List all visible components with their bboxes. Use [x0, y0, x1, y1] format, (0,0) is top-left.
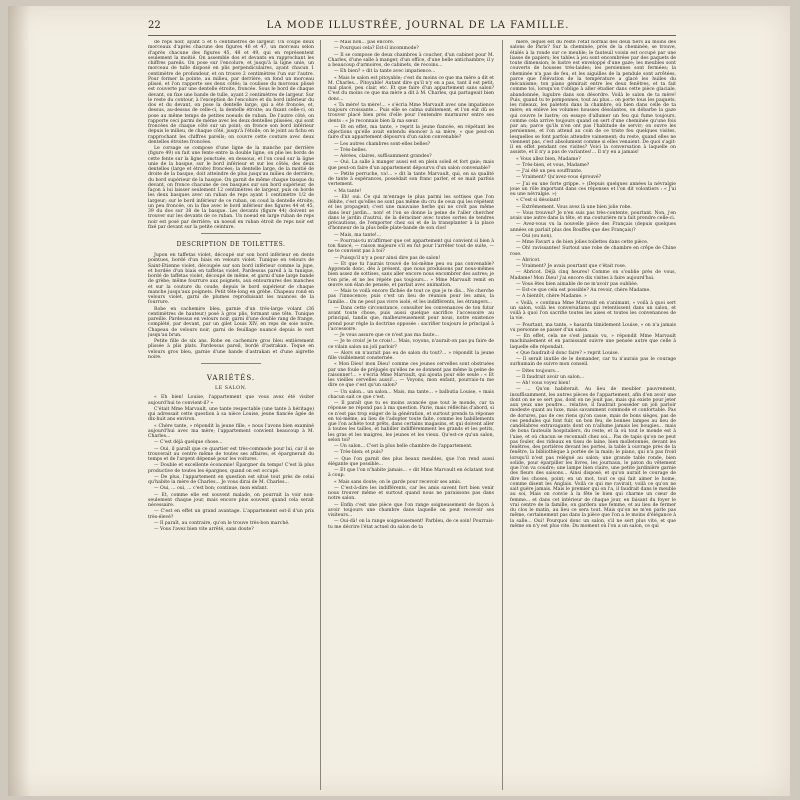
- paragraph: — Avez-vous vu la nouvelle pièce des Français (depuis quelques années on parlait plus des Bouffes que des Français)?: [510, 222, 676, 233]
- column-separator: [320, 40, 321, 790]
- paragraph: — Mme Favart a de bien jolies toilettes dans cette pièce.: [516, 240, 649, 245]
- paragraph: — C'est en effet un grand avantage. L'appartement est-il d'un prix très-élevé?: [148, 509, 314, 520]
- section-heading-toilettes: DESCRIPTION DE TOILETTES.: [176, 241, 286, 248]
- paragraph: — Il faudrait avoir un salon...: [516, 374, 585, 380]
- paragraph: — De plus, l'appartement en question est situé tout près de celui qu'habite la mère de Charles... Je vous dirai de M. Charles...: [148, 474, 314, 485]
- paragraph: — Et que l'on n'habite jamais... » dit Mme Marvault en éclatant tout à coup.: [328, 468, 494, 479]
- paragraph: Petite fille de six ans. Robe en cachemire gros bleu entièrement plissée à plis plats. Pardessus pareil, bordé d'astrakan. Toque en velours gros bleu, garnie d'une bande d'astrakan et d'une aigrette noire.: [148, 339, 314, 360]
- paragraph: — Aérées, claires, suffisamment grandes?: [334, 154, 432, 159]
- paragraph: « Mais sans doute; on le garde pour recevoir ses amis.: [334, 479, 462, 485]
- paragraph: — J'ai été un peu souffrante.: [516, 169, 583, 174]
- subheading-salon: LE SALON.: [215, 386, 247, 391]
- paragraph: — J'ai eu une forte grippe. » (Depuis quelques années la névralgie joue un rôle important dans ces réponses et l'on dit volontiers : « J'ai eu une névralgie. »): [510, 181, 676, 197]
- paragraph: — Les autres chambres sont-elles belles?: [334, 141, 431, 147]
- paragraph: — Oui, il paraît que ce quartier est très-commode pour lui, car il se trouverait au centre même de toutes ses affaires, et épargnerait du temps et de l'argent dépensé pour les voitures.: [148, 446, 314, 462]
- paragraph: Robe en cachemire bleu, garnie d'un très-large volant (36 centimètres de hauteur) posé à gros plis, formant une tête. Tunique pareille. Pardessus en velours noir, garni d'une double rang de frange, complété, par devant, par un gilet Louis XIV, en reps de soie noire. Chapeau de velours noir, garni de feuillage nuancé depuis le vert jusqu'au brun.: [148, 306, 314, 338]
- paragraph: — Et en effet, ma tante, » reprit la jeune fiancée, en répétant les objections qu'elle avait entendu énoncer à sa mère, « que peut-on faire d'un appartement dépourvu d'un salon convenable?: [328, 124, 494, 141]
- paragraph: — Très-belles.: [334, 147, 368, 153]
- paragraph: — C'est-à-dire les indifférents, car les amis savent fort bien venir nous trouver même et surtout quand nous ne paraissons pas dans notre salon.: [328, 485, 494, 502]
- paragraph: — Un salon... un salon... Mais, ma tante... » balbutia Louise, « mais chacun sait ce que c'est.: [328, 389, 494, 400]
- paragraph: — Et que tu l'aurais trouvé de toi-même peu ou pas convenable? Apprends donc, dès à présent, que nous produisons par nous-mêmes bien assez de sottises, sans aller encore nous encombrer des autres; je t'en prie, et ne les répète pas toujours... » Mme Marvault remit en œuvre son élan de pensée, et parlait avec animation.: [328, 261, 494, 288]
- paragraph: — Et, comme elle est souvent malade, on pourrait la voir non-seulement chaque jour, mais encore plus souvent quand cela serait nécessaire.: [148, 492, 314, 508]
- paragraph: — Oui, ... oui, ... c'est bon; continue, mon enfant.: [154, 486, 268, 492]
- paragraph: — Pourrais-tu m'affirmer que cet appartement qui convient si bien à ton fiancé, — raison majeure s'il en fut pour l'arrêter tout de suite, — ne te convient pas à toi?: [328, 238, 494, 255]
- paragraph: — Oui (ou non).: [516, 233, 553, 239]
- column-2: [328, 40, 494, 790]
- paragraph: — Mais, ma tante!...: [334, 232, 382, 238]
- column-separator: [502, 40, 503, 790]
- section-heading-varietes: VARIÉTÉS.: [206, 374, 256, 382]
- paragraph: — Oui-dà! on la range soigneusement! Parbleu, de ce soin! Pourrais-tu me décrire l'état actuel du salon de ta: [328, 519, 494, 530]
- paragraph: — Petite perruche, va!... » dit la tante Marvault, qui, en sa qualité de tante à espérances, possédait son franc parler, et se mait parfois vertement.: [328, 171, 494, 188]
- paragraph: — Vraiment? Je avais pourtant que c'était rose.: [516, 264, 627, 269]
- page-number: 22: [148, 20, 161, 31]
- divider: [201, 363, 261, 364]
- paragraph: — Très-bien, et vous, Madame?: [516, 162, 590, 168]
- paragraph: — Un salon... C'est la plus belle chambre de l'appartement.: [334, 444, 473, 449]
- paragraph: — Il paraît que tu es moins avancée que tout le monde, car ta réponse ne répond pas à ma question. Parie, mais réfléchis d'abord, si ce n'est pas trop exiger de la génération, et surtout prends ta réponse en toi-même, au lieu de l'adopter toute faite, comme les habillements que l'on achète tout prêts, dans certains magasins, et qui doivent aller à toutes les tailles, et habiller indifféremment les grands et les petits, les gras et les maigres, les jeunes et les vieux. Qu'est-ce qu'un salon, selon toi?: [328, 401, 494, 443]
- paragraph: — Vous êtes bien aimable de ne m'avoir pas oubliée.: [516, 281, 639, 287]
- paragraph: — C'est déjà quelque chose...: [154, 440, 223, 446]
- column-3: [510, 40, 676, 790]
- paragraph: — Double et excellente économie! Épargner du temps! C'est là plus productive de toutes les épargnes, quand on est occupé.: [148, 463, 314, 474]
- paragraph: — Je vous assure que ce n'est pas ma faute...: [334, 333, 439, 338]
- paragraph: — Il serait inutile de le demander, car tu n'aurais pas le courage surhumain de suivre mon conseil.: [510, 357, 676, 368]
- paragraph: « Mon Dieu! mon Dieu! comme ces jeunes cervelles sont obstruées par une foule de préjugés qu'elles ne se donnent pas même la peine de raisonner!... » s'écria Mme Marvault, qui ajouta pour elle seule : « Et les vieilles cervelles aussi!... — Voyons, mon enfant, pourrais-tu me dire ce que c'est qu'un salon?: [328, 362, 494, 389]
- paragraph: « Chère tante, » répondit la jeune fille, « nous l'avons bien examiné aujourd'hui avec ma mère; l'appartement convient beaucoup à M. Charles...: [148, 423, 314, 439]
- paragraph: — Que l'on garnit des plus beaux meubles, que l'on rend aussi élégante que possible...: [328, 456, 494, 467]
- paragraph: — Eh! oui. Ce qui m'enrage le plus parmi les sottises que l'on débite, c'est qu'elles ne sont pas même du cru de ceux qui les répètent et les propagent; c'est une mauvaise herbe qui ne croît pas même dans leur jardin... non! et l'on se donne la peine de l'aller chercher dans le jardin d'autrui, de la déraciner avec toutes sortes de tendres précautions, de l'emporter chez soi et de la transplanter à la place d'honneur de la plus belle plate-bande de son clos!: [328, 194, 494, 232]
- paragraph: — Mais te voilà encore fâchée de tout ce que je te dis... Ne cherche pas l'innocence; puis c'est un lieu de réunion pour les amis, la famille... On ne peut pas vivre isolé, et les indifférents, les étrangers...: [328, 289, 494, 305]
- paragraph: — Très-bien; et puis?: [334, 450, 384, 456]
- paragraph: — Oui. La salle à manger aussi est en plein soleil et fort gaie; mais que peut-on faire d'un appartement dépourvu d'un salon convenable?: [328, 160, 494, 171]
- paragraph: — Pourtant, ma tante, » hasarda timidement Louise, « on n'a jamais vu personne se passer d'un salon.: [510, 322, 676, 333]
- paragraph: Le corsage se compose d'une ligne de la manche par derrière (figure 49) on fait une fente entre la double ligne, on plie les bords de cette fente sur la ligne ponctuée, en dessous, et l'on coud sur la ligne unie de la basque, sur le bord inférieur et sur les côtés, des deux dentelles (large et étroite) froncées; la dentelle large, de la moitié de droite de la basque, doit atteindre de plus jusqu'au milieu de derrière, du bord supérieur de la basque. On garnit de même chaque basque du devant, on fronce chacune de ces basques sur son bord supérieur, de façon à lui laisser seulement 12 centimètres de largeur, puis on borde les deux basques avec un ruban de reps ayant 1 centimètre 1/2 de largeur; sur le bord inférieur de ce ruban, on coud la dentelle étroite, un peu froncée, on la fixe avec le bord inférieur des figures 44 et 45, 39 du dos sur 38 de la basque. Les devants (figure 44) doivent se trouver sur les devants de ce ruban. Un noeud en large ruban de reps noir est posé par derrière; un noeud en ruban étroit de reps noir est fixé par devant sur la petite ceinture.: [148, 146, 314, 230]
- divider: [201, 233, 261, 234]
- paragraph: « Ta mère! ta mère!... » s'écria Mme Marvault avec une impatience toujours croissante... Puis elle se calma subitement, et l'on eût dû se trouver placé bien près d'elle pour l'entendre murmurer entre ses dents : « Je reconnais bien là ma sœur.: [328, 102, 494, 124]
- paragraph: « Ma tante!: [334, 188, 362, 194]
- paragraph: — Il se compose de deux chambres à coucher, d'un cabinet pour M. Charles, d'une salle à manger, d'un office, d'une belle antichambre; il y a beaucoup d'armoires, de cabinets, de recoins...: [328, 52, 494, 68]
- paragraph: — Oh! ravissantes! Surtout une robe de chambre en crêpe de Chine rose.: [510, 246, 676, 257]
- page-spine-shadow: [8, 6, 30, 796]
- paragraph: — ... Qu'on habiterait. Au lieu de meubler pauvrement, insuffisamment, les autres pièces de l'appartement, afin d'en avoir une dont on ne se sert pas, dont on ne jouit pas, mais qui existe pour jeter aux yeux une poudre... relative, il faudrait posséder un joli parloir modeste quant au luxe, mais savamment commode et confortable. Pas de dorures, pas de ces riens qu'on casse, mais de bons sièges, pas de ces pendules qui font fuir, un bon feu, de bonnes lampes au lieu de candélabres extravagants dont on n'allume jamais les bougies... mais de bons fauteuils hospitaliers, du reste, et là où tout le monde est à l'aise, et où chacun se reconnaît chez soi... Pas de tapis qu'on ne peut pas fouler, des rideaux en tissu de laine, bien molletonnés, devant les fenêtres, des portières devant les portes, la table à ouvrage près de la fenêtre, la bibliothèque à portée de la main; le piano, qui n'a pas froid lorsqu'il n'est pas relégué au salon; une grande table ronde, bien solide, pour éparpiller les livres, les journaux, le paton du vêtement que l'on va coudre; une lampe bien claire, une petite jardinière garnie des fleurs des saisons... Ainsi disposé, et qu'on aurait le courage de dire les choses, point; en un mot, tout ce qui fait aimer le home, comme disent les Anglais. Voilà ce qui me ravirait, voilà ce qu'on ne sait guère jamais. Mais le premier qui on l'a, il faudrait dans le meuble au soi, Mais on convie à la fête le bien qui charme un cœur de femme... et dans cet intérieur de chaque jour, en faisant du foyer le vrai centre de la famille, on gardera une femme, et au lieu de fermer du clos le matin, au lieu ce sera tout. Mais qu'on ne m'en parle pas même, certainement pas dans la pièce que l'on a le moins d'élégance à la salle... Oui! Pourquoi donc un salon, s'il ne sert plus vite, et que même on n'y est plus vite. Du moment où l'on a un salon, ce qui: [510, 387, 676, 529]
- paragraph: « Vous allez bien, Madame?: [516, 156, 581, 162]
- paragraph: « Que faudrait-il donc faire? » reprit Louise.: [516, 350, 620, 356]
- paragraph: « Mais le salon est pitoyable; c'est du moins ce que ma mère a dit et M. Charles... Pitoyable! Autant dire qu'il n'y en a pas, tant il est petit, mal placé, peu clair, etc. Et que faire d'un appartement sans salon? C'est du moins ce que ma mère a dit à M. Charles, qui partageait bien donc...: [328, 75, 494, 102]
- running-head: LA MODE ILLUSTRÉE, JOURNAL DE LA FAMILLE.: [266, 20, 570, 31]
- paragraph: mère, lequel est du reste l'état normal des deux tiers au moins des salons de Paris? Sur la cheminée, près de la cheminée, se trouve, étalés à la ronde sur ce meuble; le fauteuil voisin est occupé par une liasse de papiers; les tables à jeu sont encombrées par des paquets de toute dimension; le lustre est enveloppé d'une gaze; les meubles sont couverts de housses très-laides; les persiennes sont fermées; la cheminée n'a pas de feu, et les aiguilles de la pendule sont arrêtées, parce que l'élévation de la température a glacé les huiles du mécanisme; ton piano gémirait entre les deux fenêtres, et ta fait comme toi, lorsqu'on t'oblige à aller étudier dans cette pièce glaciale, abandonnée, lugubre dans son désordre. Voilà le salon de ta mère! Puis, quand tu te pomponnes, tout au plus... on porte tous les paquets, les rideaux, les paletots dans la chambre, où bien dans celle de ta mère; en enlève les volumes housses désolantes, on débarbe la gaze qui couvre le lustre; on essaye d'allumer un feu qui fume toujours, comme cela arrive toujours quand on sert d'une cheminée qu'une fois par an; parce qu'ils n'en ont pas l'habitude de servir; on ouvre les persiennes, et l'on attend au coin de ce triste feu quelques visites, lesquelles se font parfois attendre vainement; du reste, quand elles ne viennent pas, c'est absolument comme si elles venaient. De quoi s'agit-il en effet pendant ces visites? Voici la conversation à laquelle on assiste, et il n'y a pas de variantes!... Il n'y en a jamais!: [510, 40, 676, 156]
- paragraph: — Abricot. Déjà cinq heures! Comme on s'oublie près de vous, Madame! Mon Dieu! j'ai encore dix visites à faire aujourd'hui.: [510, 270, 676, 281]
- paragraph: « C'est si désolant!: [516, 198, 561, 204]
- paragraph: de reps noir, ayant 5 et 6 centimètres de largeur. Un coupe deux morceaux d'après chacune des figures 46 et 47, un morceau selon d'après chacune des figures 45, 48 et 49, qui en représentent seulement la moitié. On assemble dos et devants en rapprochant les chiffres pareils. On pose sur l'encolure, et jusqu'à la ligne unie, un morceau de tulle disposé en plis perpendiculaires, ayant chacun 1 centimètre de profondeur, et on trouve 2 centimètres l'un sur l'autre. Pour former la pointe, au milieu, par derrière, on fond un morceau plissé, et l'on rapporte ses deux côtés; la coulisse du morceau plissé est couverte par une dentelle étroite, froncée. Sous le bord de chaque devant, on fixe une bande de tulle, ayant 2 centimètres de largeur. Sur le reste du contour, à l'exception de l'encolure et du bord inférieur du dos et du devant, on pose la dentelle large, qui a été froncée, et, dessus, au-dessus de celle-ci, la dentelle étroite; au fixant celle-ci, on pose au même temps de petites noeuds de ruban. De l'autre côté, on rapporte ceci parmi de même avec les deux dentelles plissées, qui sont froncées de chaque côté sur un point; on fronce son bord inférieur depuis le milieu, de chaque côté, jusqu'à l'étoile; on le joint au fichu en rapprochant les chiffres pareils; on couvre cette couture avec deux dentelles étroites froncées.: [148, 40, 314, 145]
- paragraph: Jupon en taffetas violet, découpé sur son bord inférieur en dents pointues, bordé d'un biais en velours violet. Tunique en velours de Saint-Etienne violet, découpée sur son bord inférieur comme la jupe, et bordée d'un biais en taffetas violet. Pardessus pareil à la tunique, bordé de taffetas violet, découpé de même, et garni d'une large bande de grèbe; même fourrure aux poignets, aux entournures des manches et sur la couture du coude, depuis le bord supérieur de chaque manche jusqu'aux poignets. Petit tête-long en grèbe. Chapeau rond en velours violet, garni de plumes reproduisant les nuances de la fourrure.: [148, 253, 314, 306]
- paragraph: C'était Mme Marvault, une tante respectable (une tante à héritage) qui adressait cette question à sa nièce Louise, jeune fiancée âgée de dix-huit ans environ.: [148, 406, 314, 423]
- paragraph: — Enfin c'est une pièce que l'on range soigneusement de façon à avoir toujours une chambre dans laquelle on peut recevoir ses visiteurs...: [328, 502, 494, 518]
- paragraph: « Voilà, » continua Mme Marvault en s'animant, « voilà à quoi sert un salon, voilà les conversations qui retentissent dans un salon, et voilà à quoi l'on sacrifie toutes les aises et toutes les convenances de la vie.: [510, 300, 676, 322]
- paragraph: — Extrêmement. Vous avez là une bien jolie robe.: [516, 204, 632, 210]
- paragraph: — Abricot.: [516, 257, 541, 263]
- paragraph: — Il paraît, au contraire, qu'on le trouve très-bon marché.: [154, 520, 290, 526]
- paragraph: — En effet, cela ne s'est jamais vu, » répondit Mme Marvault machinalement et en paraissant suivre une pensée autre que celle à laquelle elle répondait.: [510, 334, 676, 350]
- column-1: [148, 40, 314, 790]
- paragraph: — Est-ce que cela est possible? Au revoir, chère Madame.: [516, 288, 651, 293]
- paragraph: — Je te crois! je te crois!... Mais, voyons, n'aurait-on pas pu faire de ce vilain salon un joli parloir?: [328, 339, 494, 350]
- paragraph: — Mais non... pas encore.: [334, 40, 395, 45]
- paragraph: — Pourquoi cela? Est-il incommode?: [334, 46, 419, 52]
- paragraph: — Puisqu'il n'y a pour ainsi dire pas de salon!: [334, 255, 441, 261]
- paragraph: — Vous trouvez? Je n'en suis pas très-contente, pourtant. Non, j'en avais une autre dans la tête, et ma couturière m'a fait prendre celle-ci.: [510, 210, 676, 221]
- paragraph: — A bientôt, chère Madame. »: [516, 294, 587, 300]
- paragraph: — Dites toujours...: [516, 368, 560, 374]
- header-rule: [148, 35, 676, 36]
- paragraph: — Eh bien? » dit la tante avec impatience...: [334, 69, 436, 75]
- newspaper-page: [8, 6, 790, 796]
- paragraph: « Eh bien! Louise, l'appartement que vous avez été visiter aujourd'hui te convient-il? »: [148, 395, 314, 406]
- paragraph: — Alors on n'aurait pas eu de salon du tout?... » répondit la jeune fille visiblement consternée.: [328, 350, 494, 361]
- page-header: [8, 20, 790, 36]
- paragraph: — Ah! vous voyez bien!: [516, 381, 571, 386]
- paragraph: — Vous l'avez bien vite arrêté, sans doute?: [154, 527, 254, 532]
- paragraph: — Dans cette circonstance, consulter les convenances de ton futur avant toute chose, puis aussi quelque sacrifice l'accessoire au principal, tandis que, malheureusement pour nous, notre existence prend pour règle la doctrine opposée : sacrifier toujours le principal à l'accessoire.: [328, 305, 494, 332]
- paragraph: — Vraiment? Qu'avez-vous éprouvé?: [516, 175, 602, 181]
